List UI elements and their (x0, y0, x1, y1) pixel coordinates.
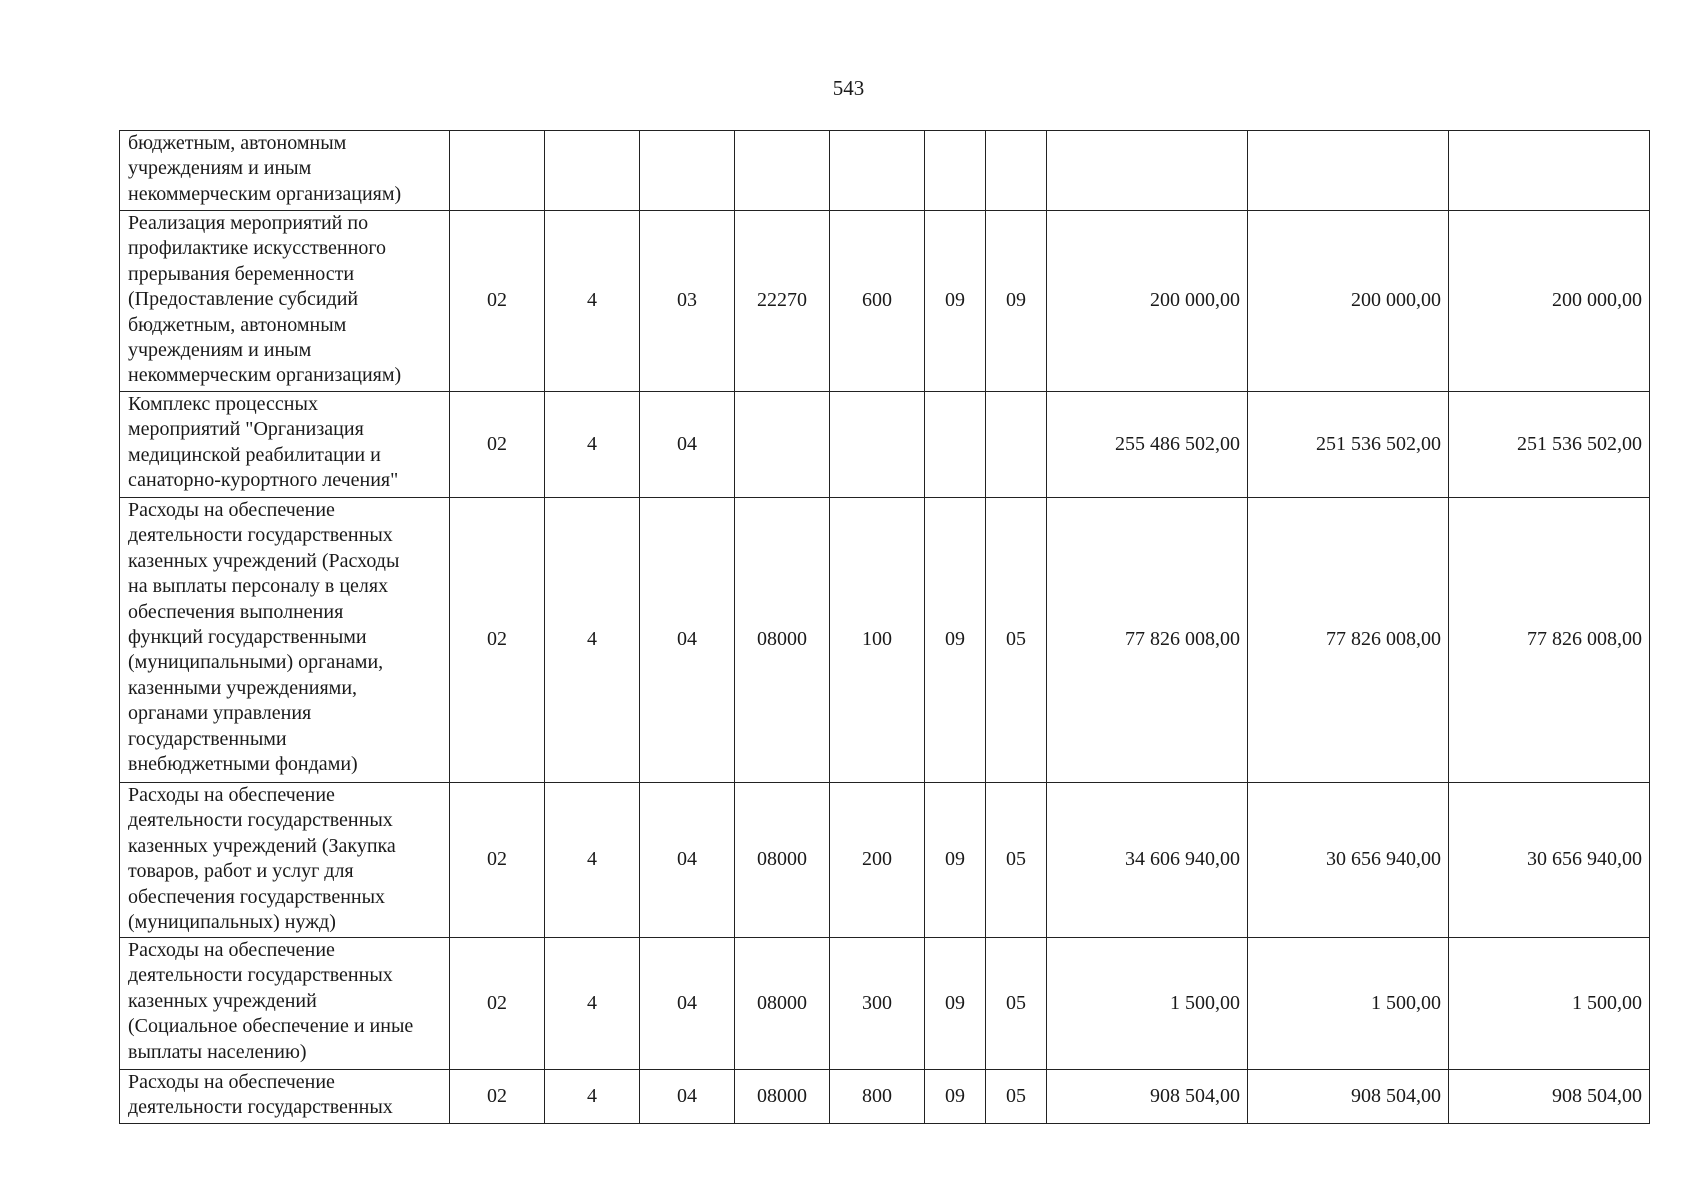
description-line: деятельности государственных (128, 1096, 393, 1119)
code-subchapter: 05 (986, 938, 1047, 1070)
page-number: 543 (832, 76, 865, 100)
code-chapter: 09 (925, 498, 986, 783)
description-line: Расходы на обеспечение (128, 784, 335, 806)
code-subchapter: 05 (986, 1070, 1047, 1124)
code-expense-type: 200 (830, 783, 925, 938)
budget-table (119, 130, 1650, 1124)
code-expense-type: 100 (830, 498, 925, 783)
code-expense-type (830, 131, 925, 211)
description-line: учреждениям и иным (128, 339, 312, 362)
description-line: (Предоставление субсидий (128, 288, 359, 311)
code-program-item: 04 (640, 938, 735, 1070)
code-subsection: 4 (545, 211, 640, 392)
amount-year-2: 30 656 940,00 (1248, 783, 1449, 938)
amount-year-2: 77 826 008,00 (1248, 498, 1449, 783)
amount-year-1: 77 826 008,00 (1047, 498, 1248, 783)
amount-year-1: 34 606 940,00 (1047, 783, 1248, 938)
code-subsection: 4 (545, 1070, 640, 1124)
description-line: обеспечения выполнения (128, 600, 344, 623)
row-description (120, 1070, 450, 1124)
amount-year-3: 77 826 008,00 (1449, 498, 1650, 783)
description-line: (Социальное обеспечение и иные (128, 1015, 414, 1038)
row-description (120, 783, 450, 938)
code-program-item: 04 (640, 1070, 735, 1124)
description-line: деятельности государственных (128, 524, 393, 547)
description-line: медицинской реабилитации и (128, 443, 381, 466)
amount-year-3: 30 656 940,00 (1449, 783, 1650, 938)
code-section (450, 131, 545, 211)
code-direction: 08000 (735, 938, 830, 1070)
description-line: бюджетным, автономным (128, 132, 347, 154)
description-line: некоммерческим организациям) (128, 182, 402, 205)
code-subsection: 4 (545, 498, 640, 783)
code-section: 02 (450, 498, 545, 783)
code-direction: 08000 (735, 498, 830, 783)
code-subchapter (986, 392, 1047, 498)
description-line: Расходы на обеспечение (128, 1071, 335, 1093)
row-description (120, 498, 450, 783)
description-line: внебюджетными фондами) (128, 753, 358, 776)
code-chapter: 09 (925, 938, 986, 1070)
description-line: казенных учреждений (Расходы (128, 549, 400, 572)
amount-year-3: 908 504,00 (1449, 1070, 1650, 1124)
table-row (120, 131, 1650, 211)
code-program-item: 04 (640, 783, 735, 938)
code-chapter: 09 (925, 1070, 986, 1124)
row-description (120, 131, 450, 211)
amount-year-1: 908 504,00 (1047, 1070, 1248, 1124)
description-line: государственными (128, 727, 287, 750)
description-line: функций государственными (128, 626, 367, 649)
row-description (120, 938, 450, 1070)
code-chapter (925, 131, 986, 211)
row-description (120, 392, 450, 498)
description-line: деятельности государственных (128, 964, 393, 987)
code-direction (735, 131, 830, 211)
code-expense-type: 600 (830, 211, 925, 392)
description-line: Расходы на обеспечение (128, 939, 335, 961)
description-line: (муниципальными) органами, (128, 651, 384, 674)
code-section: 02 (450, 783, 545, 938)
description-line: на выплаты персоналу в целях (128, 575, 389, 598)
description-line: учреждениям и иным (128, 157, 312, 180)
description-line: Расходы на обеспечение (128, 499, 335, 521)
code-program-item: 04 (640, 498, 735, 783)
description-line: казенных учреждений (Закупка (128, 834, 396, 857)
code-subsection: 4 (545, 392, 640, 498)
code-chapter: 09 (925, 783, 986, 938)
description-line: выплаты населению) (128, 1040, 307, 1063)
code-subchapter: 05 (986, 498, 1047, 783)
amount-year-3: 200 000,00 (1449, 211, 1650, 392)
code-subsection: 4 (545, 783, 640, 938)
amount-year-2: 200 000,00 (1248, 211, 1449, 392)
amount-year-3: 251 536 502,00 (1449, 392, 1650, 498)
table-row (120, 1070, 1650, 1124)
description-line: санаторно-курортного лечения" (128, 469, 399, 492)
description-line: (муниципальных) нужд) (128, 911, 336, 934)
description-line: профилактике искусственного (128, 237, 387, 260)
code-section: 02 (450, 211, 545, 392)
code-direction (735, 392, 830, 498)
code-chapter: 09 (925, 211, 986, 392)
code-direction: 08000 (735, 1070, 830, 1124)
table-row (120, 211, 1650, 392)
code-program-item: 04 (640, 392, 735, 498)
code-expense-type: 800 (830, 1070, 925, 1124)
code-subsection (545, 131, 640, 211)
description-line: казенными учреждениями, (128, 676, 358, 699)
amount-year-1: 255 486 502,00 (1047, 392, 1248, 498)
code-subsection: 4 (545, 938, 640, 1070)
description-line: органами управления (128, 702, 312, 725)
amount-year-1: 200 000,00 (1047, 211, 1248, 392)
code-expense-type (830, 392, 925, 498)
amount-year-2: 908 504,00 (1248, 1070, 1449, 1124)
description-line: казенных учреждений (128, 989, 317, 1012)
table-row (120, 392, 1650, 498)
code-program-item (640, 131, 735, 211)
table-row (120, 938, 1650, 1070)
table-row (120, 783, 1650, 938)
code-expense-type: 300 (830, 938, 925, 1070)
description-line: некоммерческим организациям) (128, 364, 402, 387)
amount-year-3: 1 500,00 (1449, 938, 1650, 1070)
row-description (120, 211, 450, 392)
description-line: мероприятий "Организация (128, 418, 364, 441)
amount-year-2: 1 500,00 (1248, 938, 1449, 1070)
code-subchapter (986, 131, 1047, 211)
description-line: прерывания беременности (128, 262, 355, 285)
description-line: бюджетным, автономным (128, 313, 347, 336)
code-subchapter: 05 (986, 783, 1047, 938)
description-line: товаров, работ и услуг для (128, 860, 354, 883)
code-chapter (925, 392, 986, 498)
amount-year-3 (1449, 131, 1650, 211)
code-section: 02 (450, 392, 545, 498)
amount-year-1: 1 500,00 (1047, 938, 1248, 1070)
description-line: Комплекс процессных (128, 393, 318, 415)
amount-year-2: 251 536 502,00 (1248, 392, 1449, 498)
amount-year-1 (1047, 131, 1248, 211)
amount-year-2 (1248, 131, 1449, 211)
code-direction: 08000 (735, 783, 830, 938)
description-line: деятельности государственных (128, 809, 393, 832)
table-row (120, 498, 1650, 783)
code-section: 02 (450, 1070, 545, 1124)
code-section: 02 (450, 938, 545, 1070)
code-program-item: 03 (640, 211, 735, 392)
code-subchapter: 09 (986, 211, 1047, 392)
description-line: Реализация мероприятий по (128, 212, 369, 234)
code-direction: 22270 (735, 211, 830, 392)
description-line: обеспечения государственных (128, 885, 386, 908)
